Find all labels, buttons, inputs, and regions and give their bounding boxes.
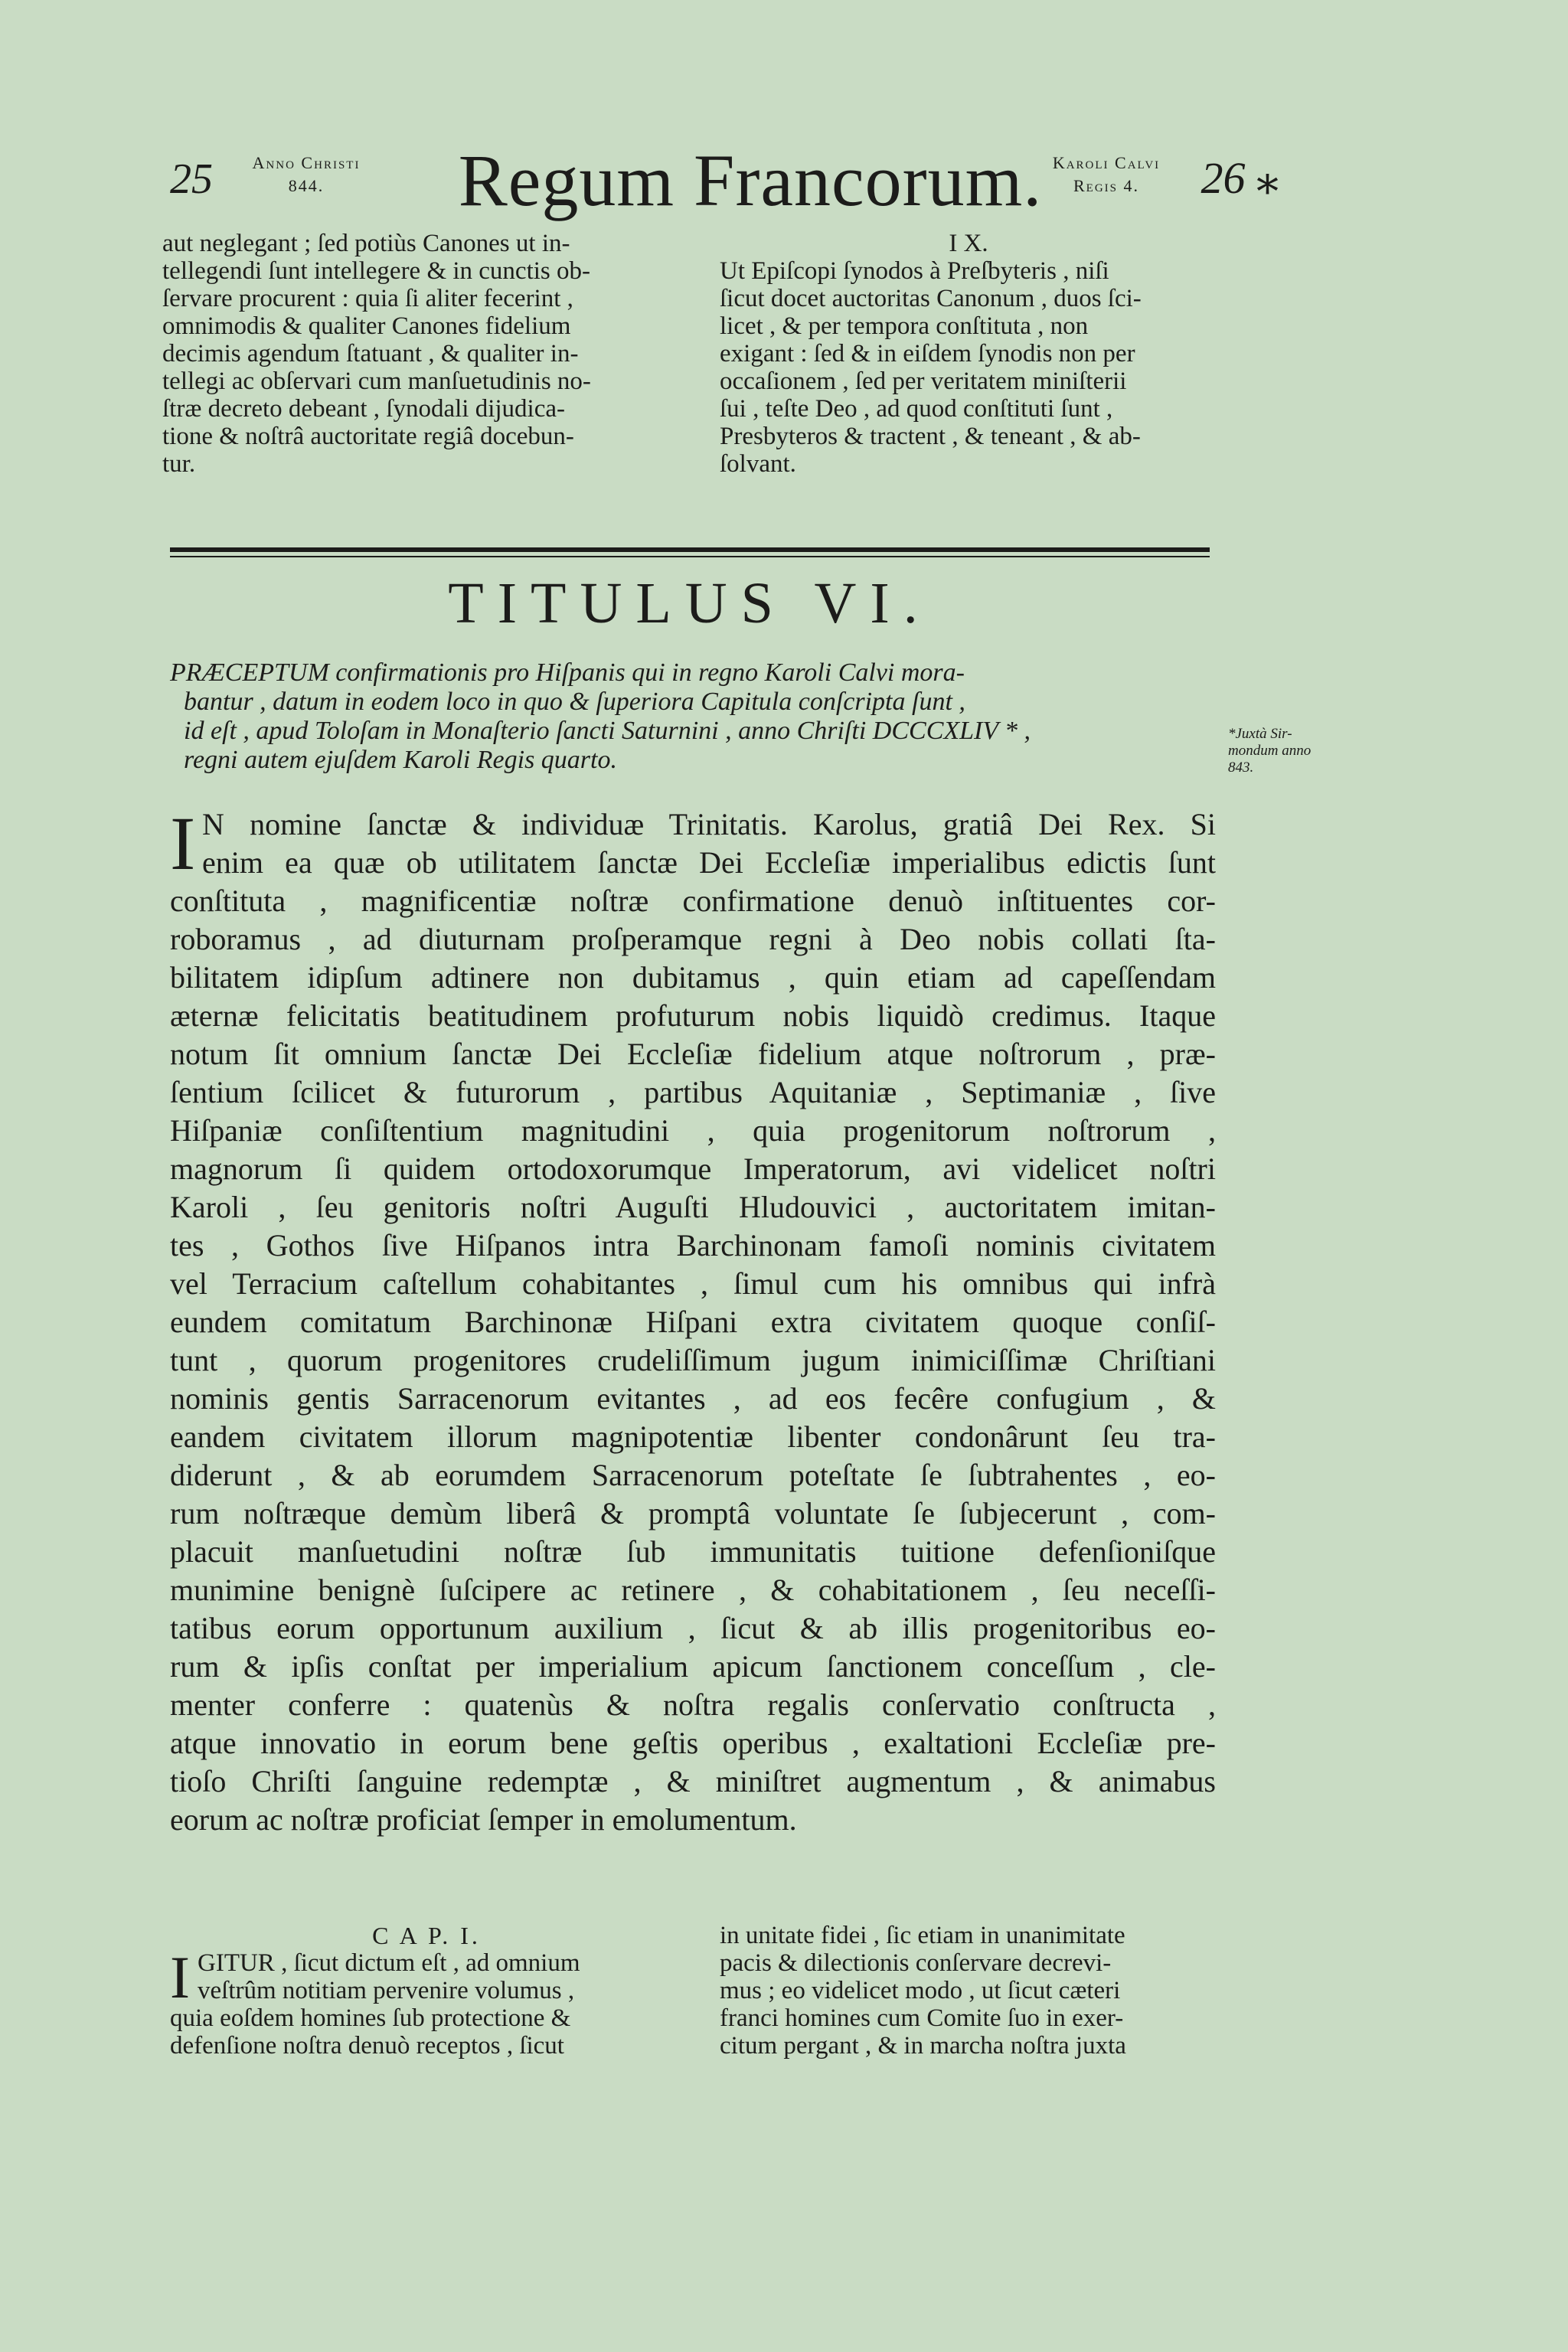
right-col-line: licet , & per tempora conſtituta , non [720, 312, 1089, 340]
left-col-line: aut neglegant ; ſed potiùs Canones ut in- [162, 230, 570, 257]
cap-right-line: pacis & dilectionis conſervare decrevi- [720, 1949, 1112, 1977]
main-text-line: rum noſtræque demùm liberâ & promptâ voluntate ſe ſubjecerunt , com- [170, 1496, 1216, 1530]
main-text-line: eandem civitatem illorum magnipotentiæ libenter condonârunt ſeu tra- [170, 1419, 1216, 1454]
page-number-right: 26 ⁎ [1200, 153, 1279, 203]
right-col-line: occaſionem , ſed per veritatem miniſterii [720, 368, 1127, 395]
cap-left-column [170, 1922, 683, 2060]
cap-drop-cap: I [170, 1944, 190, 2011]
cap-left-line: GITUR , ſicut dictum eſt , ad omnium [198, 1949, 580, 1977]
cap-heading: C A P. I. [372, 1922, 481, 1949]
main-text-line: bilitatem idipſum adtinere non dubitamus , quin etiam ad capeſſendam [170, 960, 1216, 995]
right-col-line: exigant : ſed & in eiſdem ſynodis non per [720, 340, 1135, 368]
cap-right-line: franci homines cum Comite ſuo in exer- [720, 2004, 1124, 2032]
cap-left-line: quia eoſdem homines ſub protectione & [170, 2004, 571, 2032]
main-text-line: munimine benignè ſuſcipere ac retinere , & cohabitationem , ſeu neceſſi- [170, 1573, 1216, 1607]
main-text-line: roboramus , ad diuturnam proſperamque regni à Deo nobis collati ſta- [170, 922, 1216, 956]
main-text-line: atque innovatio in eorum bene geſtis operibus , exaltationi Eccleſiæ pre- [170, 1726, 1216, 1760]
left-col-line: ſtræ decreto debeant , ſynodali dijudica- [162, 395, 565, 423]
right-col-line: ſicut docet auctoritas Canonum , duos ſci- [720, 285, 1142, 312]
main-text-line: eundem comitatum Barchinonæ Hiſpani extra civitatem quoque conſiſ- [170, 1305, 1216, 1339]
main-text-line: tunt , quorum progenitores crudeliſſimum jugum inimiciſſimæ Chriſtiani [170, 1343, 1216, 1377]
left-col-line: tellegendi ſunt intellegere & in cunctis ob- [162, 257, 591, 285]
preceptum-summary [170, 658, 1227, 775]
main-text-line: enim ea quæ ob utilitatem ſanctæ Dei Eccleſiæ imperialibus edictis ſunt [202, 845, 1216, 880]
preceptum-line: id eſt , apud Toloſam in Monaſterio ſancti Saturnini , anno Chriſti DCCCXLIV * , [184, 717, 1031, 745]
main-text-line: rum & ipſis conſtat per imperialium apicum ſanctionem conceſſum , cle- [170, 1649, 1216, 1684]
cap-right-line: mus ; eo videlicet modo , ut ſicut cæteri [720, 1977, 1121, 2004]
main-text-line: æternæ felicitatis beatitudinem profuturum nobis liquidò credimus. Itaque [170, 998, 1216, 1033]
main-text-line: tatibus eorum opportunum auxilium , ſicut & ab illis progenitoribus eo- [170, 1611, 1216, 1645]
main-text-line: tioſo Chriſti ſanguine redemptæ , & miniſtret augmentum , & animabus [170, 1764, 1216, 1798]
left-col-line: decimis agendum ſtatuant , & qualiter in- [162, 340, 579, 368]
main-text-line: notum ſit omnium ſanctæ Dei Eccleſiæ fidelium atque noſtrorum , præ- [170, 1037, 1216, 1071]
preceptum-line: regni autem ejuſdem Karoli Regis quarto. [184, 746, 617, 774]
left-col-line: ſervare procurent : quia ſi aliter fecerint , [162, 285, 573, 312]
preceptum-line: bantur , datum in eodem loco in quo & ſuperiora Capitula conſcripta ſunt , [184, 688, 965, 716]
main-text-line: vel Terracium caſtellum cohabitantes , ſimul cum his omnibus qui infrà [170, 1266, 1216, 1301]
section-heading-ix: I X. [949, 230, 988, 257]
left-col-line: tellegi ac obſervari cum manſuetudinis no- [162, 368, 591, 395]
drop-cap: I [170, 801, 196, 886]
page-number-left: 25 [170, 155, 213, 203]
main-text-line: diderunt , & ab eorumdem Sarracenorum poteſtate ſe ſubtrahentes , eo- [170, 1458, 1216, 1492]
main-text-line: eorum ac noſtræ proficiat ſemper in emolumentum. [170, 1802, 797, 1837]
cap-left-line: veſtrûm notitiam pervenire volumus , [198, 1977, 575, 2004]
left-column-text [162, 230, 691, 478]
left-col-line: tur. [162, 450, 196, 478]
main-text [170, 801, 1216, 1839]
main-text-line: tes , Gothos ſive Hiſpanos intra Barchinonam famoſi nominis civitatem [170, 1228, 1216, 1263]
main-text-line: Karoli , ſeu genitoris noſtri Auguſti Hludouvici , auctoritatem imitan- [170, 1190, 1216, 1224]
divider-thin [170, 556, 1210, 557]
right-col-line: Presbyteros & tractent , & teneant , & ab- [720, 423, 1141, 450]
right-col-line: ſolvant. [720, 450, 796, 478]
running-header [161, 138, 1279, 222]
titulus-heading: TITULUS VI. [448, 571, 932, 635]
karoli-calvi-label: Karoli Calvi Regis 4. [1052, 153, 1161, 195]
cap-right-line: in unitate fidei , ſic etiam in unanimitate [720, 1922, 1125, 1949]
cap-left-line: defenſione noſtra denuò receptos , ſicut [170, 2032, 564, 2060]
right-col-line: ſui , teſte Deo , ad quod conſtituti ſunt , [720, 395, 1113, 423]
main-text-line: magnorum ſi quidem ortodoxorumque Imperatorum, avi videlicet noſtri [170, 1152, 1216, 1186]
anno-christi-label: Anno Christi 844. [252, 153, 361, 195]
main-text-line: ſentium ſcilicet & futurorum , partibus Aquitaniæ , Septimaniæ , ſive [170, 1075, 1216, 1109]
left-col-line: omnimodis & qualiter Canones fidelium [162, 312, 571, 340]
divider-thick [170, 547, 1210, 552]
margin-note: *Juxtà Sir-mondum anno 843. [1228, 726, 1312, 776]
cap-right-column [720, 1922, 1217, 2060]
main-text-line: Hiſpaniæ conſiſtentium magnitudini , quia progenitorum noſtrorum , [170, 1113, 1216, 1148]
main-text-line: N nomine ſanctæ & individuæ Trinitatis. Karolus, gratiâ Dei Rex. Si [202, 807, 1216, 841]
main-text-line: nominis gentis Sarracenorum evitantes , ad eos fecêre confugium , & [170, 1381, 1216, 1416]
preceptum-line: PRÆCEPTUM confirmationis pro Hiſpanis qui in regno Karoli Calvi mora- [170, 658, 965, 687]
right-column-text [720, 230, 1217, 478]
cap-right-line: citum pergant , & in marcha noſtra juxta [720, 2032, 1126, 2060]
main-text-line: conſtituta , magnificentiæ noſtræ confirmatione denuò inſtituentes cor- [170, 884, 1216, 918]
right-col-line: Ut Epiſcopi ſynodos à Preſbyteris , niſi [720, 257, 1109, 285]
main-text-line: menter conferre : quatenùs & noſtra regalis conſervatio conſtructa , [170, 1687, 1216, 1722]
left-col-line: tione & noſtrâ auctoritate regiâ docebun- [162, 423, 574, 450]
running-title: Regum Francorum. [458, 139, 1043, 221]
main-text-line: placuit manſuetudini noſtræ ſub immunitatis tuitione defenſioniſque [170, 1534, 1216, 1569]
